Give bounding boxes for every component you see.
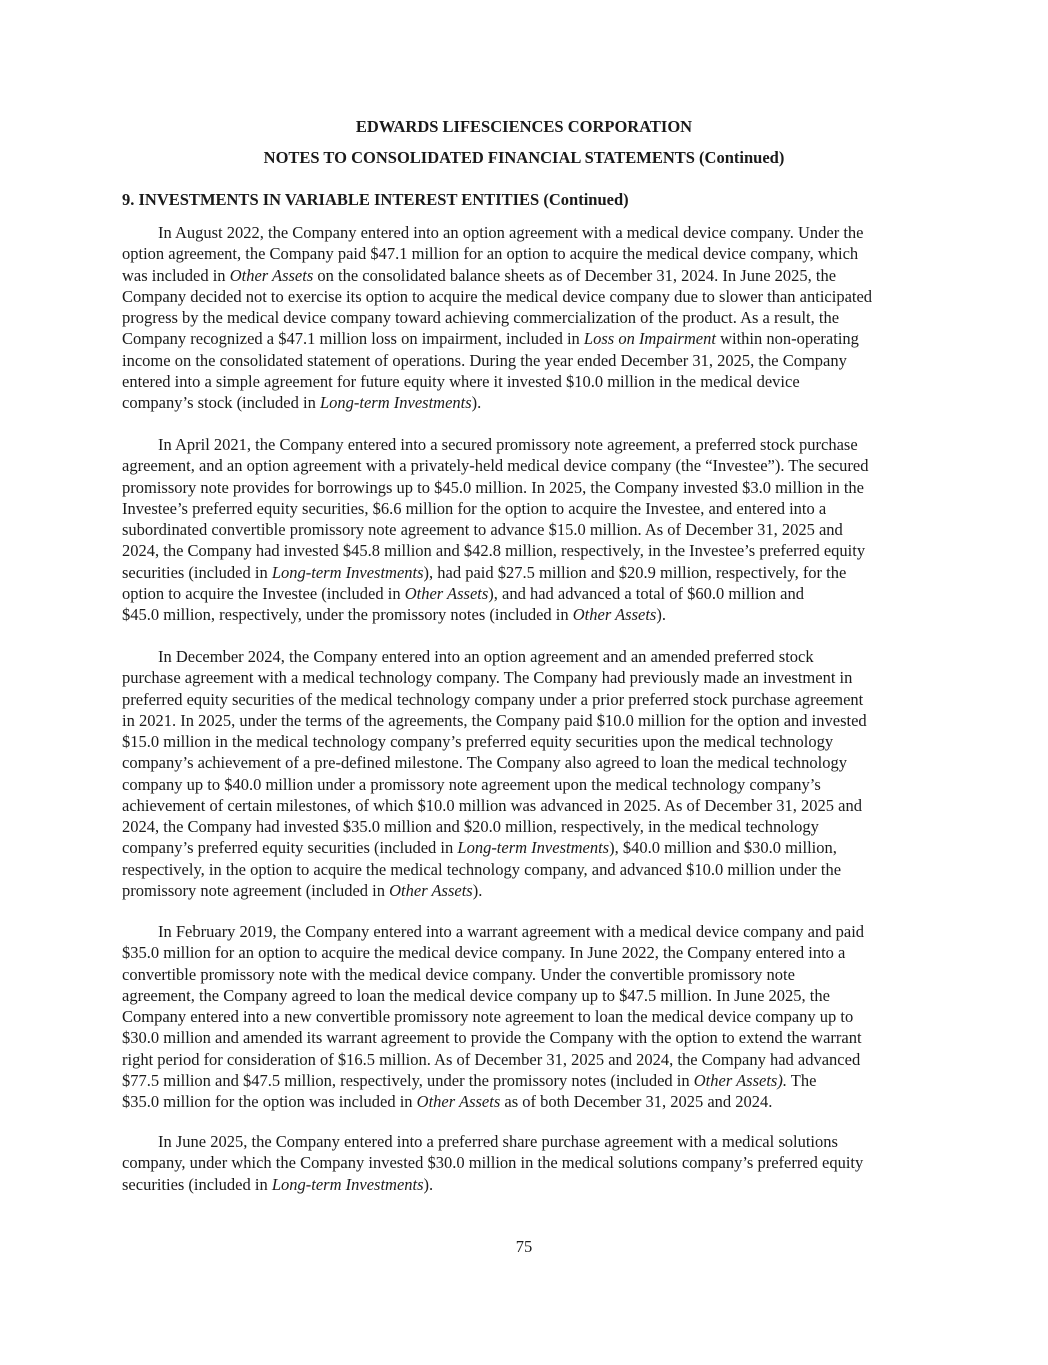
text-segment: achievement of certain milestones, of which $10.0 million was advanced in 2025. As of December 31, 2025 and [122,795,863,815]
paragraph-line [122,265,932,286]
paragraph-line [122,964,932,985]
document-subtitle: NOTES TO CONSOLIDATED FINANCIAL STATEMENTS (Continued) [263,148,785,167]
section-heading: 9. INVESTMENTS IN VARIABLE INTEREST ENTITIES (Continued) [122,190,629,209]
paragraph-line [122,710,932,731]
text-segment: In December 2024, the Company entered into an option agreement and an amended preferred stock [158,647,814,666]
italic-term: Other Assets [404,583,489,603]
text-segment: ). [656,605,666,624]
text-segment: in 2021. In 2025, under the terms of the agreements, the Company paid $10.0 million for the option and invested [122,710,867,730]
paragraph-line [122,752,932,773]
paragraph-line [122,307,932,328]
paragraph-line [122,774,932,795]
text-segment: entered into a simple agreement for future equity where it invested $10.0 million in the medical device [122,371,800,391]
paragraph-line [122,795,932,816]
paragraph-line [122,1006,932,1027]
text-segment: was included in [122,265,230,285]
text-segment: ). [472,880,483,900]
text-segment: In February 2019, the Company entered into a warrant agreement with a medical device company and paid [158,922,865,941]
paragraph-line [122,455,932,476]
paragraph-line [122,689,932,710]
text-segment: option to acquire the Investee (included in [122,583,405,603]
paragraph-line [122,1049,932,1070]
paragraph-line [122,350,932,371]
text-segment: securities (included in [122,562,272,582]
paragraph-line [122,328,932,349]
paragraph-line [122,1131,932,1152]
paragraph-line [122,837,932,858]
paragraph-line [122,243,932,264]
text-segment: ). [423,1174,434,1194]
text-segment: as of both December 31, 2025 and 2024. [500,1092,773,1111]
text-segment: company up to $40.0 million under a promissory note agreement upon the medical technology company’s [122,774,821,794]
text-segment: $15.0 million in the medical technology company’s preferred equity securities upon the medical technology [122,732,834,751]
text-segment: ), $40.0 million and $30.0 million, [609,838,837,858]
text-segment: $30.0 million and amended its warrant agreement to provide the Company with the option to extend the warrant [122,1028,862,1048]
italic-term: Other Assets [389,880,473,900]
company-title: EDWARDS LIFESCIENCES CORPORATION [355,117,693,136]
paragraph-line [122,583,932,604]
text-segment: agreement, the Company agreed to loan the medical device company up to $47.5 million. In June 2025, the [122,985,830,1005]
text-segment: promissory note provides for borrowings up to $45.0 million. In 2025, the Company invested $3.0 million in the [122,477,864,497]
paragraph-line [122,667,932,688]
text-segment: promissory note agreement (included in [122,880,390,900]
text-segment: securities (included in [122,1174,272,1194]
text-segment: company, under which the Company invested $30.0 million in the medical solutions company’s preferred equity [122,1153,864,1173]
paragraph-preferred-share-2025 [122,1131,932,1195]
text-segment: ), and had advanced a total of $60.0 million and [488,583,804,603]
italic-term: Other Assets [572,605,657,624]
text-segment: purchase agreement with a medical technology company. The Company had previously made an investment in [122,668,853,688]
paragraph-line [122,1027,932,1048]
text-segment: company’s stock (included in [122,393,320,412]
text-segment: progress by the medical device company toward achieving commercialization of the product. As a result, the [122,308,840,327]
paragraph-line [122,222,932,243]
text-segment: $77.5 million and $47.5 million, respectively, under the promissory notes (included in [122,1070,694,1090]
text-segment: subordinated convertible promissory note agreement to advance $15.0 million. As of December 31, 2025 and [122,520,843,539]
paragraph-line [122,1174,932,1195]
paragraph-medical-technology-2024 [122,646,932,901]
paragraph-line [122,519,932,540]
text-segment: 2024, the Company had invested $45.8 million and $42.8 million, respectively, in the Investee’s preferred equity [122,541,866,561]
text-segment: income on the consolidated statement of operations. During the year ended December 31, 2025, the Company [122,350,847,370]
text-segment: 2024, the Company had invested $35.0 million and $20.0 million, respectively, in the medical technology [122,817,819,836]
text-segment: respectively, in the option to acquire the medical technology company, and advanced $10.0 million under the [122,859,842,879]
text-segment: $35.0 million for the option was included in [122,1092,417,1111]
page-number: 75 [515,1237,533,1256]
paragraph-line [122,859,932,880]
italic-term: Long-term Investments [457,838,610,858]
text-segment: The [786,1070,817,1090]
text-segment: In April 2021, the Company entered into a secured promissory note agreement, a preferred stock purchase [158,435,858,454]
text-segment: option agreement, the Company paid $47.1 million for an option to acquire the medical device company, which [122,244,859,264]
text-segment: convertible promissory note with the medical device company. Under the convertible promissory note [122,964,795,984]
text-segment: company’s achievement of a pre-defined milestone. The Company also agreed to loan the medical technology [122,753,847,773]
text-segment: within non-operating [715,329,859,349]
paragraph-line [122,371,932,392]
italic-term: Other Assets [229,265,314,285]
text-segment: In August 2022, the Company entered into an option agreement with a medical device company. Under the [158,223,864,242]
text-segment: right period for consideration of $16.5 million. As of December 31, 2025 and 2024, the Company had advanced [122,1049,861,1069]
paragraph-line [122,1070,932,1091]
italic-term: Other Assets [416,1092,501,1111]
text-segment: ). [471,393,482,412]
paragraph-line [122,1152,932,1173]
text-segment: company’s preferred equity securities (included in [122,838,458,858]
paragraph-line [122,731,932,752]
text-segment: $35.0 million for an option to acquire the medical device company. In June 2022, the Company entered into a [122,943,846,963]
paragraph-line [122,921,932,942]
paragraph-line [122,985,932,1006]
text-segment: preferred equity securities of the medical technology company under a prior preferred stock purchase agreement [122,689,864,709]
text-segment: Company recognized a $47.1 million loss on impairment, included in [122,329,584,349]
text-segment: ), had paid $27.5 million and $20.9 million, respectively, for the [423,562,847,582]
paragraph-line [122,540,932,561]
text-segment: Company decided not to exercise its option to acquire the medical device company due to slower than anticipated [122,286,873,306]
paragraph-line [122,1091,932,1112]
paragraph-line [122,286,932,307]
text-segment: on the consolidated balance sheets as of December 31, 2024. In June 2025, the [313,265,837,285]
paragraph-line [122,477,932,498]
paragraph-line [122,498,932,519]
paragraph-warrant-2019 [122,921,932,1112]
italic-term: Other Assets). [693,1070,787,1090]
paragraph-line [122,942,932,963]
text-segment: In June 2025, the Company entered into a preferred share purchase agreement with a medical solutions [158,1132,838,1151]
text-segment: agreement, and an option agreement with a privately-held medical device company (the “Investee”). The secured [122,456,869,476]
text-segment: Company entered into a new convertible promissory note agreement to loan the medical device company up to [122,1007,854,1026]
paragraph-line [122,604,932,625]
italic-term: Long-term Investments [319,393,472,412]
text-segment: Investee’s preferred equity securities, $6.6 million for the option to acquire the Investee, and entered into a [122,498,827,518]
italic-term: Long-term Investments [271,1174,424,1194]
paragraph-line [122,434,932,455]
paragraph-line [122,646,932,667]
italic-term: Long-term Investments [271,562,424,582]
paragraph-line [122,880,932,901]
paragraph-investee-2021 [122,434,932,625]
text-segment: $45.0 million, respectively, under the promissory notes (included in [122,605,573,624]
paragraph-line [122,816,932,837]
italic-term: Loss on Impairment [583,329,716,349]
paragraph-option-agreement-2022 [122,222,932,413]
paragraph-line [122,562,932,583]
paragraph-line [122,392,932,413]
